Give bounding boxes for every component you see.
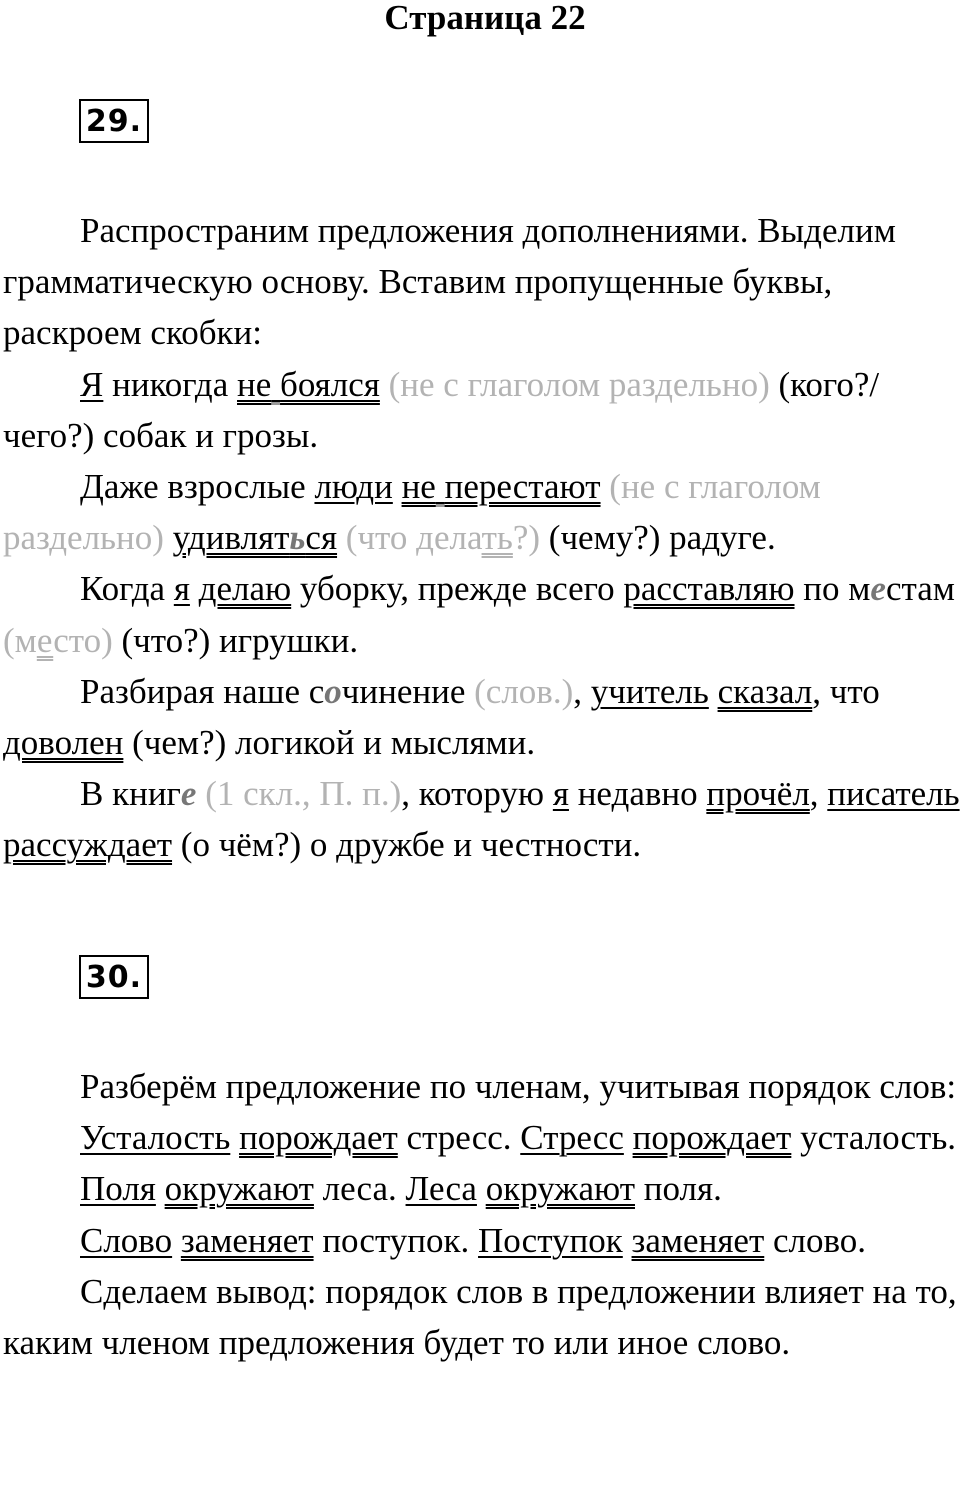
sentence-5 (3, 768, 960, 870)
text: усталость. (791, 1118, 957, 1158)
subject: Поступок (478, 1220, 623, 1260)
predicate: прочёл (706, 774, 810, 814)
text: слово. (764, 1220, 867, 1260)
predicate: рассуждает (3, 825, 173, 865)
space (337, 518, 346, 557)
space (196, 774, 205, 813)
note-part: сто) (53, 620, 113, 660)
predicate: сказал (717, 671, 813, 711)
exercise-29-intro: Распространим предложения дополнениями. Выделим грамматическую основу. Вставим пропущенные буквы, раскроем скобки: (3, 211, 896, 353)
predicate: делаю (198, 569, 292, 609)
space (380, 365, 389, 404)
text: В книг (80, 774, 181, 814)
space (156, 1169, 165, 1208)
sentence-3 (3, 563, 960, 665)
predicate-infinitive (173, 518, 337, 557)
text: недавно (568, 774, 707, 814)
text: поля. (634, 1169, 722, 1209)
note-part: е (36, 620, 54, 660)
word-order-example-2 (3, 1163, 960, 1214)
space (164, 518, 173, 557)
text: Даже взрослые (80, 467, 315, 507)
word-part: ся (305, 518, 338, 558)
subject: Я (80, 364, 104, 404)
sentence-2 (3, 461, 960, 563)
predicate: заменяет (180, 1220, 314, 1260)
note-part: ть (481, 518, 513, 558)
word-part: удивлят (172, 518, 290, 558)
space (709, 672, 718, 711)
predicate: заменяет (631, 1220, 765, 1260)
text: стам (885, 569, 955, 609)
predicate-negation (237, 365, 380, 404)
predicate: перестают (444, 467, 601, 507)
text: , что (812, 671, 880, 711)
spelling-note (346, 518, 540, 557)
exercise-number-29: 29. (79, 99, 149, 143)
spelling-note (3, 621, 113, 660)
text: , которую (401, 774, 553, 814)
exercise-30-text (3, 1061, 960, 1368)
spelling-note: (слов.) (474, 671, 574, 711)
text: (чему?) радуге. (540, 518, 776, 558)
spelling-note: (1 скл., П. п.) (205, 774, 402, 814)
exercise-30-intro: Разберём предложение по членам, учитывая порядок слов: (80, 1067, 957, 1106)
predicate-negation (402, 467, 601, 506)
word-order-example-1 (3, 1112, 960, 1163)
negation-particle: не (401, 467, 436, 507)
subject: Усталость (80, 1118, 231, 1158)
inserted-letter: ь (289, 518, 306, 558)
text: поступок. (313, 1220, 479, 1260)
text: уборку, прежде всего (291, 569, 624, 609)
text: по м (794, 569, 871, 609)
subject: Поля (80, 1169, 156, 1209)
inserted-letter: е (180, 774, 197, 814)
text: чинение (341, 671, 475, 711)
space (624, 1118, 633, 1157)
text: (кого?/ чего?) собак и грозы. (3, 364, 880, 455)
subject: писатель (827, 774, 960, 814)
text: Разбирая наше с (80, 671, 325, 711)
note-part: (что дела (345, 518, 482, 558)
text: , (809, 774, 828, 814)
page-title: Страница 22 (384, 0, 586, 37)
predicate: порождает (632, 1118, 792, 1158)
subject: Стресс (520, 1118, 624, 1158)
sentence-4 (3, 666, 960, 768)
subject: люди (314, 467, 393, 507)
negation-particle: не (237, 364, 272, 404)
predicate: порождает (239, 1118, 398, 1158)
space (623, 1221, 632, 1260)
predicate: расставляю (623, 569, 795, 609)
predicate: окружают (164, 1169, 314, 1209)
space (477, 1169, 486, 1208)
inserted-letter: о (324, 671, 342, 711)
conclusion: Сделаем вывод: порядок слов в предложении влияет на то, каким членом предложения будет то или иное слово. (3, 1271, 957, 1363)
spelling-note: (не с глаголом раздельно) (3, 467, 821, 558)
note-part: ?) (512, 518, 541, 558)
separate-spelling-mark (271, 365, 280, 404)
spelling-note: (не с глаголом раздельно) (388, 364, 770, 404)
word-order-example-3 (3, 1215, 960, 1266)
subject: Леса (405, 1169, 477, 1209)
space (172, 1221, 181, 1260)
subject: я (173, 569, 190, 609)
space (601, 467, 610, 506)
text: Когда (80, 569, 174, 609)
text: (о чём?) о дружбе и честности. (172, 825, 642, 865)
text: стресс. (397, 1118, 521, 1158)
inserted-letter: е (870, 569, 886, 609)
separate-spelling-mark (436, 467, 445, 506)
text: (что?) игрушки. (112, 620, 359, 660)
sentence-1 (3, 359, 960, 461)
predicate: боялся (280, 364, 380, 404)
note-part: (м (3, 620, 37, 660)
text: (чем?) логикой и мыслями. (123, 723, 536, 763)
predicate: доволен (3, 723, 124, 763)
space (393, 467, 402, 506)
text: никогда (103, 364, 238, 404)
exercise-number-30: 30. (79, 955, 149, 999)
subject: Слово (80, 1220, 173, 1260)
subject: я (552, 774, 569, 814)
text: леса. (313, 1169, 406, 1209)
text: , (573, 671, 591, 711)
exercise-29-text (3, 205, 960, 871)
predicate: окружают (485, 1169, 635, 1209)
subject: учитель (590, 671, 709, 711)
space (230, 1118, 239, 1157)
space (190, 569, 199, 608)
